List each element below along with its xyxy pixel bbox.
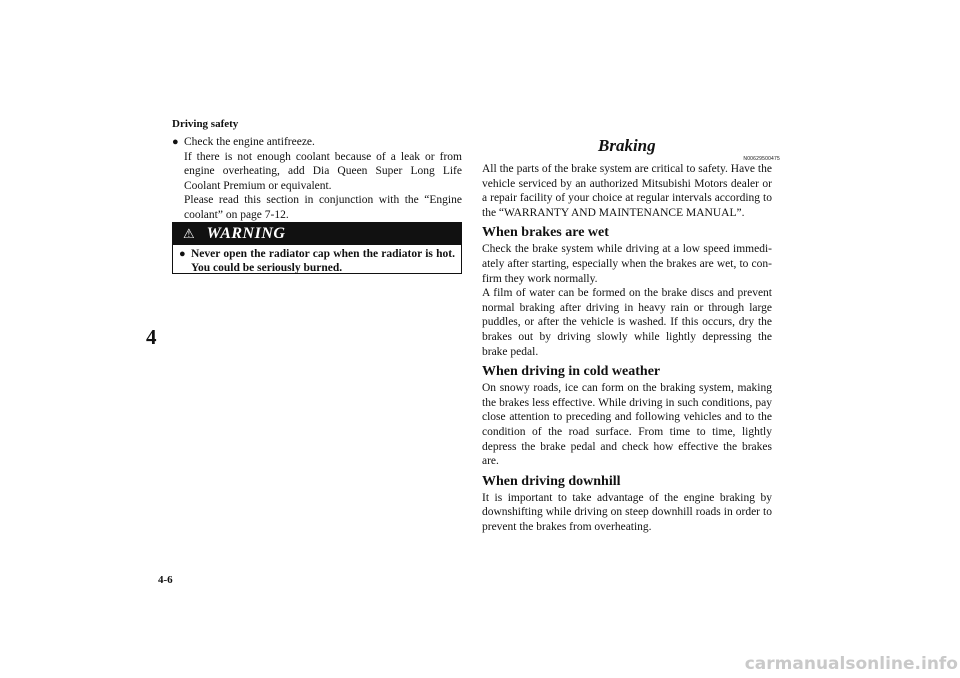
bullet-paragraph: If there is not enough coolant because of a leak or from engine overheating, add Dia Queen Super Long Life Coolant Premium or equivalent. [184, 150, 462, 192]
subsection-paragraph: Check the brake system while driving at a low speed immedi-ately after starting, especially when the brakes are wet, to con-firm they work normally. [482, 243, 772, 285]
section-title: Braking [598, 136, 656, 155]
warning-header [173, 223, 461, 245]
page-number: 4-6 [158, 574, 173, 586]
running-header: Driving safety [172, 118, 239, 130]
watermark: carmanualsonline.info [744, 654, 958, 674]
bullet-item-text [184, 135, 462, 223]
left-column [172, 135, 462, 223]
subsection-paragraph: It is important to take advantage of the engine braking by downshifting while driving on steep downhill roads in order to prevent the brakes from overheating. [482, 491, 772, 533]
chapter-tab-number: 4 [146, 325, 157, 349]
bullet-icon: ● [179, 248, 186, 260]
section-code: N00629500475 [743, 156, 780, 162]
warning-body [173, 245, 461, 275]
warning-triangle-icon: ⚠ [183, 226, 195, 242]
bullet-paragraph: Check the engine antifreeze. [184, 136, 315, 148]
right-column [482, 162, 772, 534]
bullet-icon: ● [172, 136, 179, 148]
intro-paragraph: All the parts of the brake system are critical to safety. Have the vehicle serviced by an authorized Mitsubishi Motors dealer or a repair facility of your choice at regular intervals according to the “WARRANTY AND MAINTENANCE MANUAL”. [482, 163, 772, 219]
subsection-heading-cold-weather: When driving in cold weather [482, 364, 661, 380]
bullet-item-antifreeze [172, 135, 462, 223]
warning-label: WARNING [206, 225, 286, 242]
subsection-heading-wet-brakes: When brakes are wet [482, 225, 609, 241]
subsection-heading-downhill: When driving downhill [482, 473, 621, 489]
subsection-paragraph: A film of water can be formed on the brake discs and prevent normal braking after driving in heavy rain or through large puddles, or after the vehicle is washed. If this occurs, dry the brakes out by driving slowly while lightly depressing the brake pedal. [482, 287, 772, 358]
warning-text: Never open the radiator cap when the radiator is hot. You could be seriously burned. [191, 248, 455, 274]
bullet-paragraph: Please read this section in conjunction with the “Engine coolant” on page 7-12. [184, 194, 462, 221]
warning-box [172, 222, 462, 274]
subsection-paragraph: On snowy roads, ice can form on the braking system, making the brakes less effective. While driving in such conditions, pay close attention to preceding and following vehicles and to the condition of the road surface. From time to time, lightly depress the brake pedal and check how effective the brakes are. [482, 382, 772, 468]
